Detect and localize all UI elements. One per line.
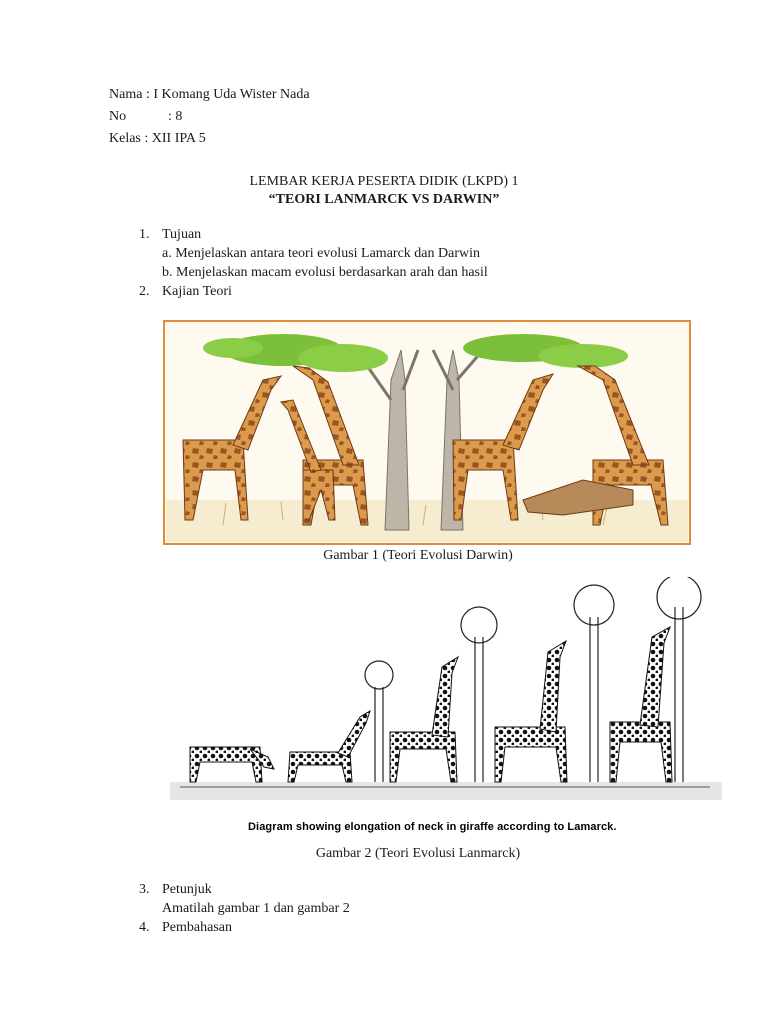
section-4-number: 4.	[139, 920, 150, 935]
lamarck-diagram-inner-caption: Diagram showing elongation of neck in giraffe according to Lamarck.	[248, 821, 617, 833]
objective-b: b. Menjelaskan macam evolusi berdasarkan arah dan hasil	[162, 265, 488, 280]
section-2-heading: Kajian Teori	[162, 284, 232, 299]
section-1-heading: Tujuan	[162, 227, 202, 242]
section-3-body: Amatilah gambar 1 dan gambar 2	[162, 901, 350, 916]
objective-a: a. Menjelaskan antara teori evolusi Lamarck dan Darwin	[162, 246, 480, 261]
worksheet-title: LEMBAR KERJA PESERTA DIDIK (LKPD) 1	[249, 174, 519, 189]
section-1-number: 1.	[139, 227, 150, 242]
student-number-value: : 8	[168, 109, 183, 124]
section-3-number: 3.	[139, 882, 150, 897]
darwin-giraffe-illustration	[163, 320, 691, 545]
figure-1-caption: Gambar 1 (Teori Evolusi Darwin)	[323, 548, 513, 563]
figure-2-caption: Gambar 2 (Teori Evolusi Lanmarck)	[315, 846, 521, 861]
section-4-heading: Pembahasan	[162, 920, 232, 935]
section-3-heading: Petunjuk	[162, 882, 212, 897]
section-2-number: 2.	[139, 284, 150, 299]
student-number-label: No	[109, 109, 127, 124]
lamarck-giraffe-illustration	[170, 577, 722, 833]
student-class: Kelas : XII IPA 5	[109, 131, 206, 146]
worksheet-subtitle: “TEORI LANMARCK VS DARWIN”	[268, 192, 500, 207]
student-name: Nama : I Komang Uda Wister Nada	[109, 87, 310, 102]
